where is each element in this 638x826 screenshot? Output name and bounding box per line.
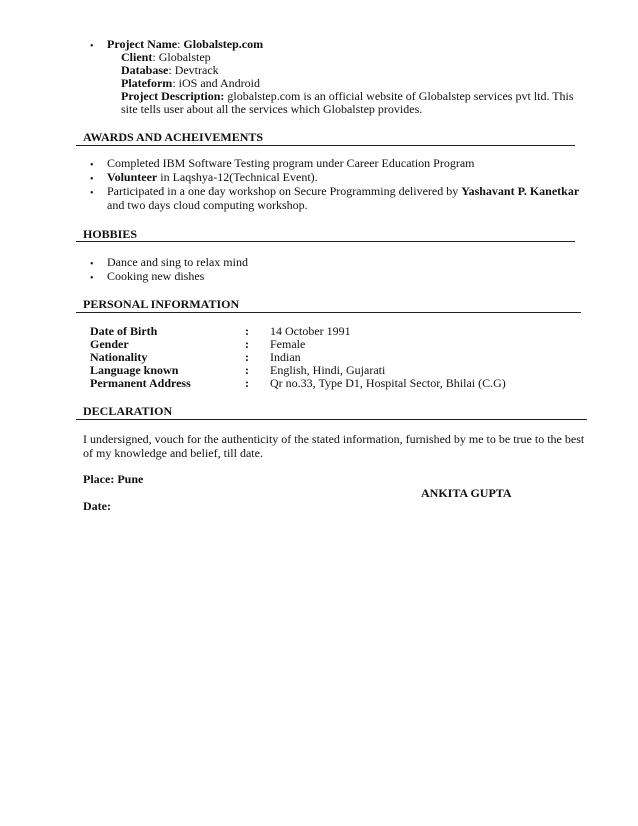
gender-label: Gender	[90, 337, 129, 351]
awards-divider	[76, 145, 575, 146]
bullet-icon: •	[90, 273, 94, 284]
description-text-2: site tells user about all the services which Globalstep provides.	[121, 102, 423, 116]
bullet-icon: •	[90, 188, 94, 199]
nationality-label: Nationality	[90, 350, 148, 364]
gender-value: Female	[270, 337, 306, 351]
signatory-name: ANKITA GUPTA	[421, 486, 512, 500]
client-label: Client	[121, 50, 153, 64]
project-name-label: Project Name	[107, 37, 178, 51]
bullet-icon: •	[90, 160, 94, 171]
address-value: Qr no.33, Type D1, Hospital Sector, Bhilai (C.G)	[270, 376, 506, 390]
description-label: Project Description:	[121, 89, 225, 103]
dob-label: Date of Birth	[90, 324, 158, 338]
database-line: Database: Devtrack	[121, 63, 219, 77]
hobbies-item-1: Dance and sing to relax mind	[107, 255, 248, 269]
dob-separator: :	[245, 324, 249, 338]
nationality-separator: :	[245, 350, 249, 364]
place-label: Place: Pune	[83, 472, 144, 486]
declaration-text-1: I undersigned, vouch for the authenticity of the stated information, furnished by me to be true to the best	[83, 432, 585, 446]
description-text-1: globalstep.com is an official website of Globalstep services pvt ltd. This	[227, 89, 574, 103]
project-name-value: Globalstep.com	[183, 37, 264, 51]
platform-label: Plateform	[121, 76, 173, 90]
gender-separator: :	[245, 337, 249, 351]
bullet-icon: •	[90, 174, 94, 185]
nationality-value: Indian	[270, 350, 301, 364]
date-label: Date:	[83, 499, 111, 513]
awards-item-3	[107, 185, 579, 199]
hobbies-item-2: Cooking new dishes	[107, 269, 205, 283]
personal-heading: PERSONAL INFORMATION	[83, 297, 240, 311]
declaration-divider	[76, 419, 587, 420]
hobbies-divider	[76, 241, 575, 242]
awards-item-2	[107, 171, 318, 185]
client-line: Client: Globalstep	[121, 50, 211, 64]
awards-item-2-bold: Volunteer	[107, 170, 158, 184]
platform-line: Plateform: iOS and Android	[121, 76, 260, 90]
language-value: English, Hindi, Gujarati	[270, 363, 386, 377]
bullet-icon: •	[90, 41, 94, 52]
platform-value: iOS and Android	[178, 76, 260, 90]
client-value: Globalstep	[158, 50, 211, 64]
awards-item-3-line-2: and two days cloud computing workshop.	[107, 198, 308, 212]
awards-item-3-bold: Yashavant P. Kanetkar	[461, 184, 580, 198]
bullet-icon: •	[90, 259, 94, 270]
awards-item-2-text: in Laqshya-12(Technical Event).	[160, 170, 318, 184]
language-label: Language known	[90, 363, 179, 377]
hobbies-heading: HOBBIES	[83, 227, 138, 241]
personal-divider	[76, 312, 581, 313]
address-separator: :	[245, 376, 249, 390]
database-value: Devtrack	[174, 63, 219, 77]
declaration-heading: DECLARATION	[83, 404, 173, 418]
project-name-line: Project Name: Globalstep.com	[107, 37, 264, 51]
dob-value: 14 October 1991	[270, 324, 351, 338]
awards-item-3-text: Participated in a one day workshop on Secure Programming delivered by	[107, 184, 459, 198]
declaration-text-2: of my knowledge and belief, till date.	[83, 446, 263, 460]
language-separator: :	[245, 363, 249, 377]
awards-heading: AWARDS AND ACHEIVEMENTS	[83, 130, 264, 144]
address-label: Permanent Address	[90, 376, 191, 390]
awards-item-1: Completed IBM Software Testing program under Career Education Program	[107, 156, 475, 170]
database-label: Database	[121, 63, 169, 77]
description-line-2	[121, 103, 422, 117]
